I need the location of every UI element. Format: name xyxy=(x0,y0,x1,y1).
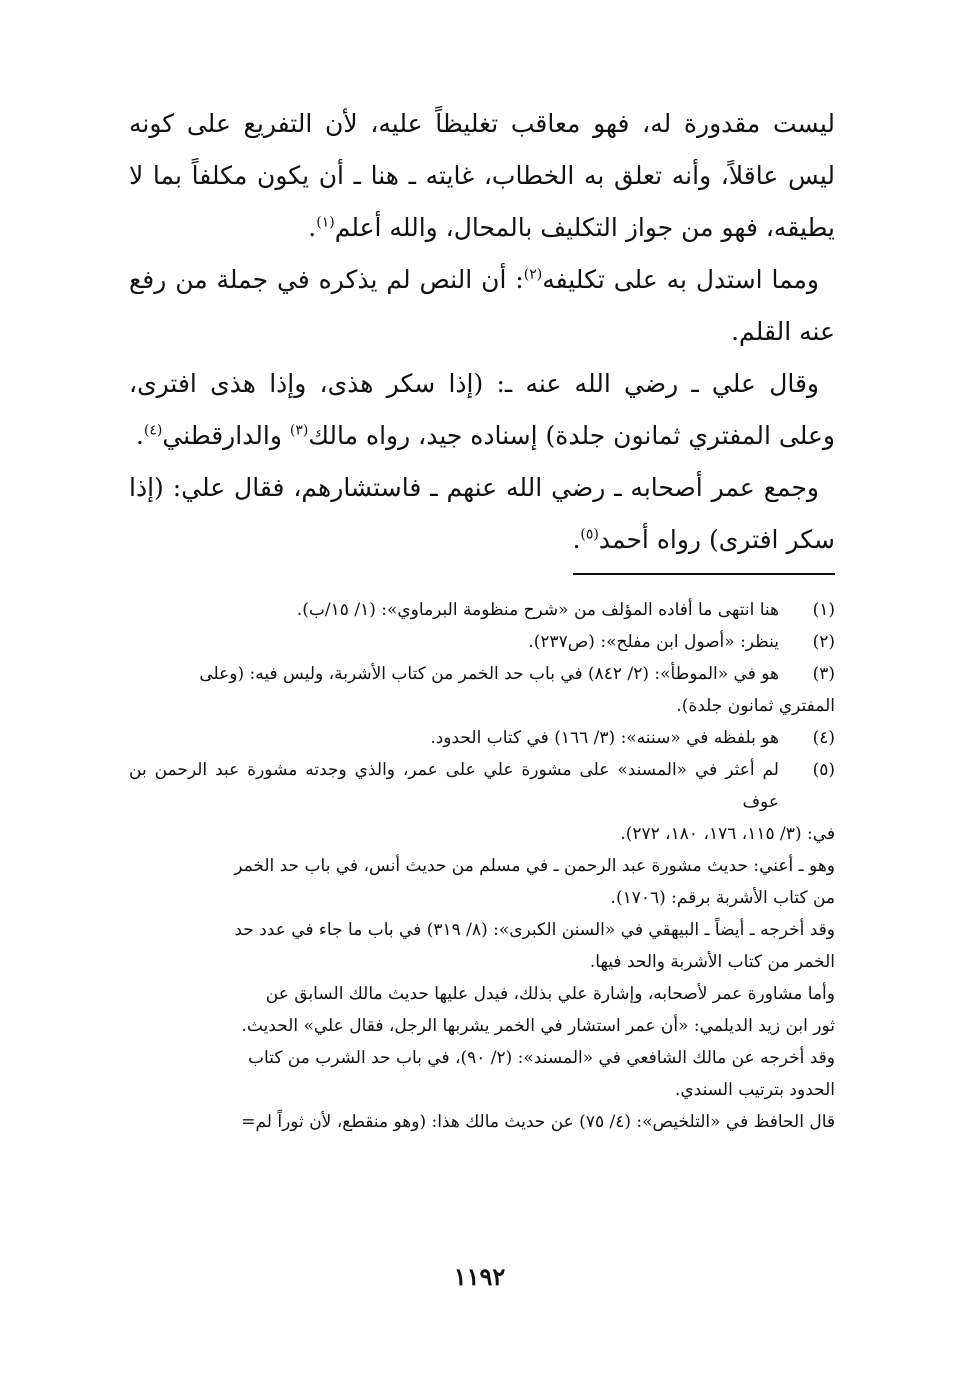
footnote-ref[interactable]: (١) xyxy=(316,214,335,231)
footnote-body xyxy=(129,626,779,658)
footnote-line: هو بلفظه في «سننه»: (٣/ ١٦٦) في كتاب الحدود. xyxy=(430,728,779,748)
page-number: ١١٩٢ xyxy=(453,1262,506,1291)
footnote xyxy=(129,594,835,626)
paragraph xyxy=(129,462,835,566)
text-line-tail: . xyxy=(135,421,144,450)
footnote-number: (١) xyxy=(812,600,835,620)
text-line: ليست مقدورة له، فهو معاقب تغليظاً عليه، لأن التفريع على كونه ليس xyxy=(129,109,835,190)
footnote-body xyxy=(129,722,779,754)
footnote-line: وأما مشاورة عمر لأصحابه، وإشارة علي بذلك، فيدل عليها حديث مالك السابق عن xyxy=(265,984,835,1004)
footnote-line: وقد أخرجه ـ أيضاً ـ البيهقي في «السنن الكبرى»: (٨/ ٣١٩) في باب ما جاء في عدد حد xyxy=(234,920,835,940)
footnote-separator xyxy=(573,573,835,575)
footnote-body xyxy=(129,594,779,626)
footnote-line: الحدود بترتيب السندي. xyxy=(674,1080,835,1100)
text-line: وجمع عمر أصحابه ـ رضي الله عنهم ـ فاستشارهم، فقال علي: (إذا xyxy=(129,473,819,502)
footnote xyxy=(129,722,835,754)
footnote-number: (٤) xyxy=(812,728,835,748)
footnote-number: (٢) xyxy=(812,632,835,652)
footnote-number: (٣) xyxy=(812,664,835,684)
footnote-line: وقد أخرجه عن مالك الشافعي في «المسند»: (٢/ ٩٠)، في باب حد الشرب من كتاب xyxy=(248,1048,835,1068)
footnote xyxy=(129,658,835,722)
footnote-line: ينظر: «أصول ابن مفلح»: (ص٢٣٧). xyxy=(528,632,779,652)
text-line: فهو من جواز التكليف بالمحال، والله أعلم xyxy=(334,213,758,242)
footnote-body xyxy=(129,754,835,1138)
text-line: وقال علي ـ رضي الله عنه ـ: (إذا سكر هذى، وإذا هذى افترى، وعلى xyxy=(129,369,835,450)
footnote-line: وهو ـ أعني: حديث مشورة عبد الرحمن ـ في مسلم من حديث أنس، في باب حد الخمر xyxy=(234,856,835,876)
footnote-ref[interactable]: (٥) xyxy=(580,526,599,543)
paragraph xyxy=(129,254,835,358)
text-line-tail: والدارقطني xyxy=(162,421,290,450)
footnote-number: (٥) xyxy=(812,760,835,780)
footnote-line: قال الحافظ في «التلخيص»: (٤/ ٧٥) عن حديث مالك هذا: (وهو منقطع، لأن ثوراً لم= xyxy=(241,1112,835,1132)
footnote-line: ثور ابن زيد الديلمي: «أن عمر استشار في الخمر يشربها الرجل، فقال علي» الحديث. xyxy=(241,1016,835,1036)
text-line-tail: . xyxy=(572,525,581,554)
footnote xyxy=(129,626,835,658)
paragraph xyxy=(129,358,835,462)
footnote-ref[interactable]: (٤) xyxy=(143,422,163,439)
footnote-ref[interactable]: (٣) xyxy=(289,422,309,439)
footnote xyxy=(129,754,835,1138)
footnote-line: من كتاب الأشربة برقم: (١٧٠٦). xyxy=(610,888,835,908)
footnote-line: المفتري ثمانون جلدة). xyxy=(676,696,835,716)
footnote-line: هو في «الموطأ»: (٢/ ٨٤٢) في باب حد الخمر من كتاب الأشربة، وليس فيه: (وعلى xyxy=(199,664,779,684)
footnote-line: الخمر من كتاب الأشربة والحد فيها. xyxy=(589,952,835,972)
text-line: ومما استدل به على تكليفه xyxy=(542,265,819,294)
text-line: عاقلاً، وأنه تعلق به الخطاب، غايته ـ هنا ـ أن يكون مكلفاً بما لا يطيقه، xyxy=(129,161,835,242)
text-line-tail: . xyxy=(308,213,317,242)
text-line: سكر افترى) رواه أحمد xyxy=(598,525,835,554)
paragraph xyxy=(129,98,835,254)
footnote-line: هنا انتهى ما أفاده المؤلف من «شرح منظومة البرماوي»: (١/ ١٥/ب). xyxy=(296,600,779,620)
text-line-tail: : أن النص لم يذكره في جملة من رفع عنه القلم. xyxy=(129,265,835,346)
footnotes xyxy=(129,594,835,1138)
footnote-line: لم أعثر في «المسند» على مشورة علي على عمر، والذي وجدته مشورة عبد الرحمن بن عوف xyxy=(129,760,779,812)
footnote-ref[interactable]: (٢) xyxy=(523,266,543,283)
text-line: المفتري ثمانون جلدة) إسناده جيد، رواه مالك xyxy=(308,421,771,450)
main-text xyxy=(129,98,835,566)
footnote-line: في: (٣/ ١١٥، ١٧٦، ١٨٠، ٢٧٢). xyxy=(620,824,835,844)
footnote-body xyxy=(129,658,835,722)
